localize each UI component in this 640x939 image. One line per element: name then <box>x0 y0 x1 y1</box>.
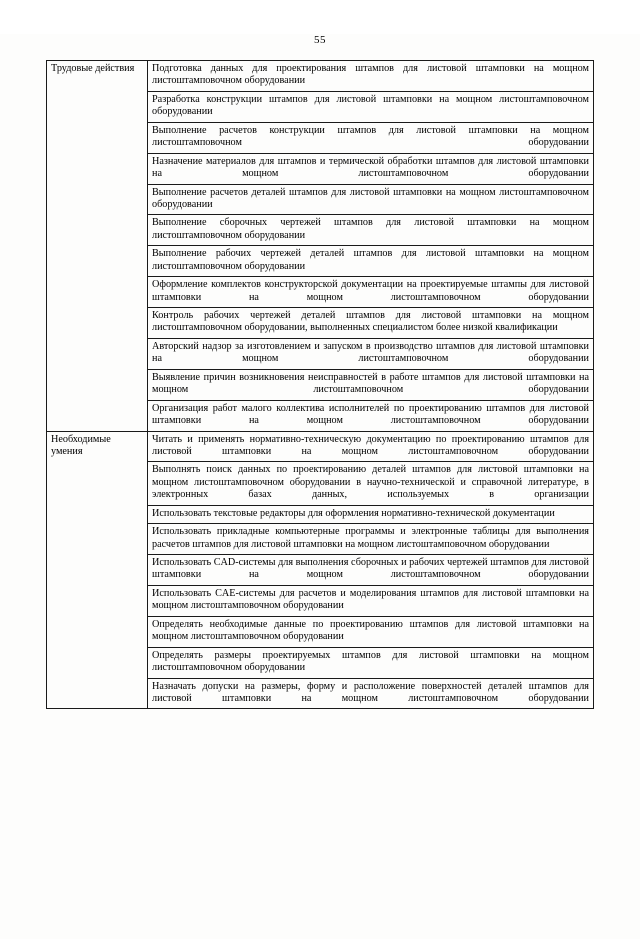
table-row <box>47 431 594 462</box>
row-item: Подготовка данных для проектирования штампов для листовой штамповки на мощном листоштамповочном оборудовании <box>148 61 594 92</box>
row-item: Оформление комплектов конструкторской документации на проектируемые штампы для листовой штамповки на мощном листоштамповочном оборудовании <box>148 277 594 308</box>
row-item: Разработка конструкции штампов для листовой штамповки на мощном листоштамповочном оборудовании <box>148 91 594 122</box>
row-item: Выполнять поиск данных по проектированию деталей штампов для листовой штамповки на мощном листоштамповочном оборудовании в научно-технической и справочной литературе, в электронных базах данных, используемых в организации <box>148 462 594 505</box>
table-row <box>47 61 594 92</box>
row-label: Трудовые действия <box>47 61 148 432</box>
row-item: Использовать текстовые редакторы для оформления нормативно-технической документации <box>148 505 594 523</box>
row-item: Назначение материалов для штампов и термической обработки штампов для листовой штамповки на мощном листоштамповочном оборудовании <box>148 153 594 184</box>
page-number: 55 <box>314 34 326 46</box>
row-item: Авторский надзор за изготовлением и запуском в производство штампов для листовой штамповки на мощном листоштамповочном оборудовании <box>148 338 594 369</box>
row-item: Контроль рабочих чертежей деталей штампов для листовой штамповки на мощном листоштамповочном оборудовании, выполненных специалистом более низкой квалификации <box>148 308 594 339</box>
row-label: Необходимые умения <box>47 431 148 709</box>
row-item: Выполнение расчетов деталей штампов для листовой штамповки на мощном листоштамповочном оборудовании <box>148 184 594 215</box>
document-page <box>0 34 640 939</box>
requirements-table <box>46 60 594 709</box>
table-body <box>47 61 594 709</box>
row-item: Назначать допуски на размеры, форму и расположение поверхностей деталей штампов для листовой штамповки на мощном листоштамповочном оборудовании <box>148 678 594 709</box>
row-item: Определять размеры проектируемых штампов для листовой штамповки на мощном листоштамповочном оборудовании <box>148 647 594 678</box>
row-item: Выполнение расчетов конструкции штампов для листовой штамповки на мощном листоштамповочном оборудовании <box>148 122 594 153</box>
row-item: Использовать CAE-системы для расчетов и моделирования штампов для листовой штамповки на мощном листоштамповочном оборудовании <box>148 585 594 616</box>
row-item: Использовать прикладные компьютерные программы и электронные таблицы для выполнения расчетов штампов для листовой штамповки на мощном листоштамповочном оборудовании <box>148 524 594 555</box>
row-item: Выполнение рабочих чертежей деталей штампов для листовой штамповки на мощном листоштамповочном оборудовании <box>148 246 594 277</box>
row-item: Выполнение сборочных чертежей штампов для листовой штамповки на мощном листоштамповочном оборудовании <box>148 215 594 246</box>
row-item: Выявление причин возникновения неисправностей в работе штампов для листовой штамповки на мощном листоштамповочном оборудовании <box>148 369 594 400</box>
row-item: Определять необходимые данные по проектированию штампов для листовой штамповки на мощном листоштамповочном оборудовании <box>148 616 594 647</box>
row-item: Читать и применять нормативно-техническую документацию по проектированию штампов для листовой штамповки на мощном листоштамповочном оборудовании <box>148 431 594 462</box>
row-item: Организация работ малого коллектива исполнителей по проектированию штампов для листовой штамповки на мощном листоштамповочном оборудовании <box>148 400 594 431</box>
row-item: Использовать CAD-системы для выполнения сборочных и рабочих чертежей штампов для листовой штамповки на мощном листоштамповочном оборудовании <box>148 555 594 586</box>
